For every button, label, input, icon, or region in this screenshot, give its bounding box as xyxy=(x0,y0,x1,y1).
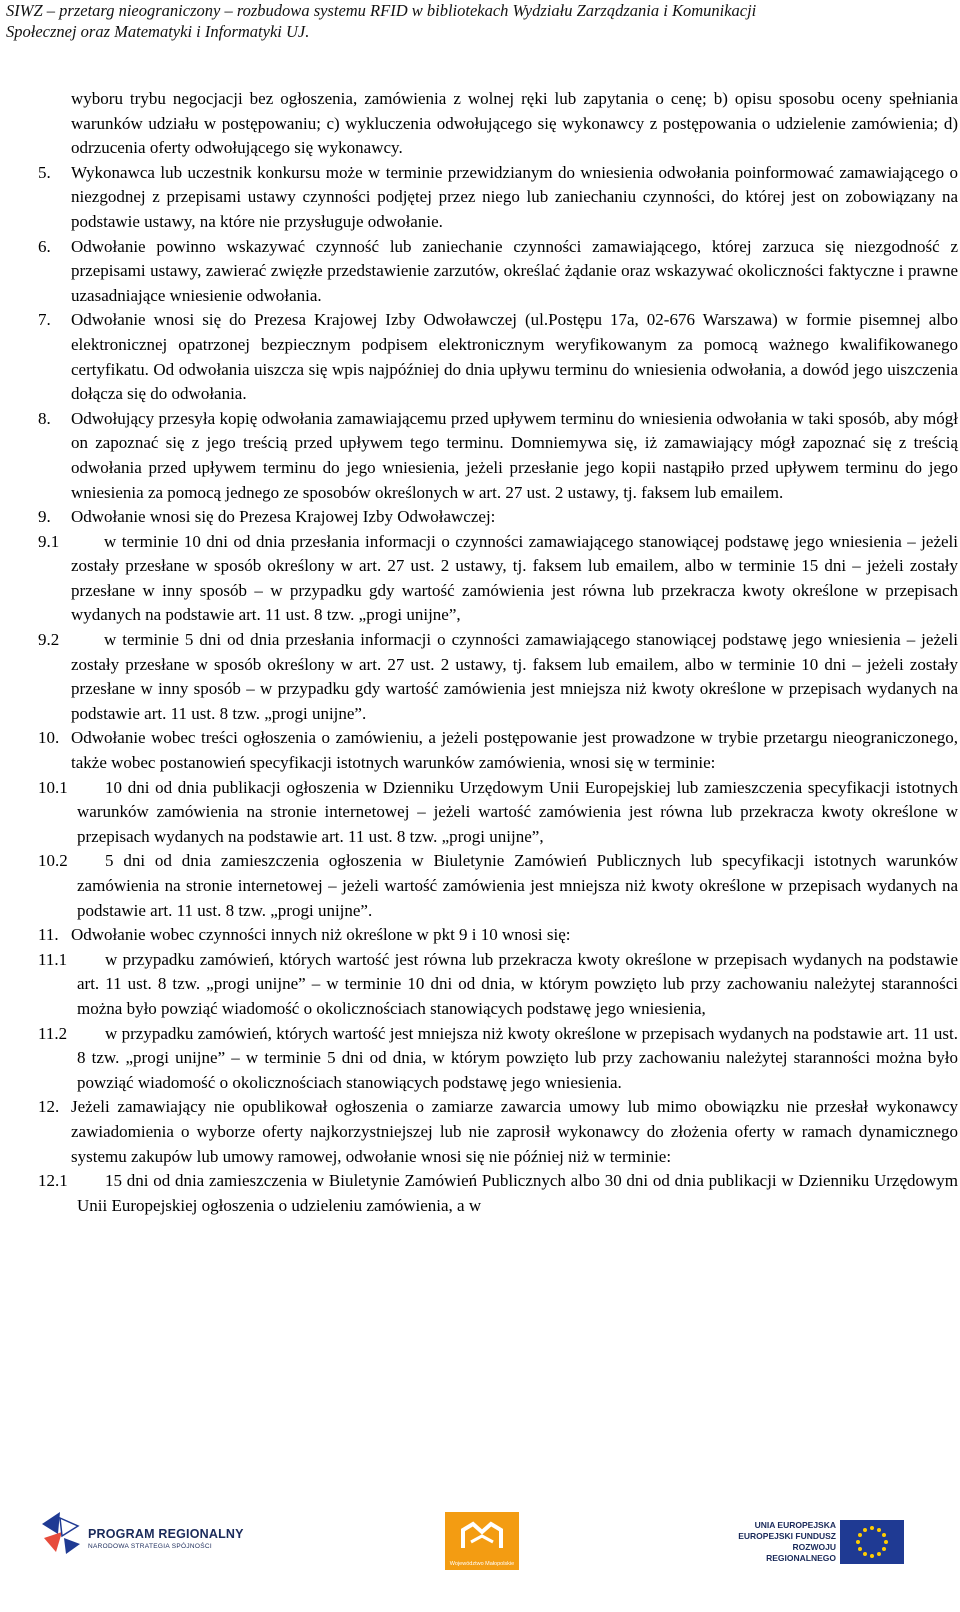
sub-item-text: w terminie 5 dni od dnia przesłania informacji o czynności zamawiającego stanowiącej podstawę jego wniesienia – jeżeli zostały przesłane w sposób określony w art. 27 ust. 2 ustawy, tj. faksem lub emailem, albo w terminie 10 dni – jeżeli zostały przesłane w inny sposób – w przypadku gdy wartość zamówienia jest mniejsza niż kwoty określone w przepisach wydanych na podstawie art. 11 ust. 8 tzw. „progi unijne”. xyxy=(71,630,958,723)
list-item-8 xyxy=(38,407,958,505)
sub-item-number: 10.2 xyxy=(38,851,68,871)
item-text: Odwołanie powinno wskazywać czynność lub zaniechanie czynności zamawiającego, której zarzuca się niezgodność z przepisami ustawy, zawierać zwięzłe przedstawienie zarzutów, określać żądanie oraz wskazywać okoliczności faktyczne i prawne uzasadniające wniesienie odwołania. xyxy=(71,236,958,305)
document-body xyxy=(38,87,958,1218)
program-regionalny-logo-icon xyxy=(40,1508,84,1558)
item-number: 6. xyxy=(38,236,51,256)
list-item-10 xyxy=(38,726,958,775)
item-text: Jeżeli zamawiający nie opublikował ogłoszenia o zamiarze zawarcia umowy lub mimo obowiązku nie przesłał wykonawcy zawiadomienia o wyborze oferty najkorzystniejszej lub nie zaprosił wykonawcy do złożenia oferty w ramach dynamicznego systemu zakupów lub umowy ramowej, odwołanie wnosi się nie później niż w terminie: xyxy=(71,1097,958,1166)
item-number: 9. xyxy=(38,507,51,527)
list-item-11 xyxy=(38,923,958,948)
sub-item-12-1 xyxy=(38,1169,958,1218)
list-item-12 xyxy=(38,1095,958,1169)
item-text: Wykonawca lub uczestnik konkursu może w terminie przewidzianym do wniesienia odwołania poinformować zamawiającego o niezgodnej z przepisami ustawy czynności podjętej przez niego lub zaniechaniu czynności, do której jest on zobowiązany na podstawie ustawy, na które nie przysługuje odwołanie. xyxy=(71,162,958,231)
list-item-7 xyxy=(38,308,958,406)
program-regionalny-title: PROGRAM REGIONALNY xyxy=(88,1527,244,1541)
item-number: 11. xyxy=(38,925,59,945)
intro-paragraph: wyboru trybu negocjacji bez ogłoszenia, zamówienia z wolnej ręki lub zapytania o cenę; b) opisu sposobu oceny spełniania warunków udziału w postępowaniu; c) wykluczenia odwołującego się wykonawcy z postępowania o udzielenie zamówienia; d) odrzucenia oferty odwołującego się wykonawcy. xyxy=(71,89,958,158)
header-line-2: Społecznej oraz Matematyki i Informatyki UJ. xyxy=(6,22,310,41)
eu-line-3: ROZWOJU REGIONALNEGO xyxy=(766,1542,836,1563)
sub-item-text: 15 dni od dnia zamieszczenia w Biuletynie Zamówień Publicznych albo 30 dni od dnia publikacji w Dzienniku Urzędowym Unii Europejskiej ogłoszenia o udzieleniu zamówienia, a w xyxy=(77,1171,958,1215)
item-text: Odwołanie wnosi się do Prezesa Krajowej Izby Odwoławczej (ul.Postępu 17a, 02-676 Warszawa) w formie pisemnej albo elektronicznej opatrzonej bezpiecznym podpisem elektronicznym weryfikowanym za pomocą ważnego kwalifikowanego certyfikatu. Od odwołania uiszcza się wpis najpóźniej do dnia upływu terminu do wniesienia odwołania, a dowód jego uiszczenia dołącza się do odwołania. xyxy=(71,310,958,404)
sub-item-number: 9.2 xyxy=(38,630,60,650)
sub-item-text: w przypadku zamówień, których wartość jest mniejsza niż kwoty określone w przepisach wydanych na podstawie art. 11 ust. 8 tzw. „progi unijne” – w terminie 5 dni od dnia, w którym powzięto lub przy zachowaniu należytej staranności można było powziąć wiadomość o okolicznościach stanowiących podstawę jego wniesienia. xyxy=(77,1023,958,1092)
item-text: Odwołanie wnosi się do Prezesa Krajowej Izby Odwoławczej: xyxy=(71,507,496,527)
list-item-5 xyxy=(38,161,958,235)
item-text: Odwołanie wobec treści ogłoszenia o zamówieniu, a jeżeli postępowanie jest prowadzone w trybie przetargu nieograniczonego, także wobec postanowień specyfikacji istotnych warunków zamówienia, wnosi się w terminie: xyxy=(71,728,958,773)
sub-item-number: 10.1 xyxy=(38,777,68,797)
item-text: Odwołanie wobec czynności innych niż określone w pkt 9 i 10 wnosi się: xyxy=(71,925,571,945)
page-footer xyxy=(0,1492,960,1612)
sub-item-10-1 xyxy=(38,776,958,850)
eu-line-1: UNIA EUROPEJSKA xyxy=(754,1520,836,1530)
sub-item-text: 5 dni od dnia zamieszczenia ogłoszenia w Biuletynie Zamówień Publicznych lub specyfikacji istotnych warunków zamówienia na stronie internetowej – jeżeli wartość zamówienia jest mniejsza niż kwoty określone w przepisach wydanych na podstawie art. 11 ust. 8 tzw. „progi unijne”. xyxy=(77,851,958,920)
item-number: 5. xyxy=(38,162,51,182)
item-number: 7. xyxy=(38,310,51,330)
document-header xyxy=(6,0,954,42)
sub-item-number: 11.1 xyxy=(38,949,68,969)
eu-text-block xyxy=(726,1520,836,1564)
sub-item-number: 12.1 xyxy=(38,1171,68,1191)
sub-item-text: w przypadku zamówień, których wartość jest równa lub przekracza kwoty określone w przepisach wydanych na podstawie art. 11 ust. 8 tzw. „progi unijne” – w terminie 10 dni od dnia, w którym powzięto lub przy zachowaniu należytej staranności można było powziąć wiadomość o okolicznościach stanowiących podstawę jego wniesienia, xyxy=(77,949,958,1018)
malopolska-label: Województwo Małopolskie xyxy=(449,1561,515,1567)
header-line-1: SIWZ – przetarg nieograniczony – rozbudowa systemu RFID w bibliotekach Wydziału Zarządzania i Komunikacji xyxy=(6,1,757,20)
sub-item-11-1 xyxy=(38,948,958,1022)
sub-item-text: 10 dni od dnia publikacji ogłoszenia w Dzienniku Urzędowym Unii Europejskiej lub zamieszczenia specyfikacji istotnych warunków zamówienia na stronie internetowej – jeżeli wartość zamówienia jest równa lub przekracza kwoty określone w przepisach wydanych na podstawie art. 11 ust. 8 tzw. „progi unijne”, xyxy=(77,777,958,846)
program-regionalny-logo xyxy=(40,1504,260,1562)
item-text: Odwołujący przesyła kopię odwołania zamawiającemu przed upływem terminu do wniesienia odwołania w taki sposób, aby mógł on zapoznać się z jego treścią przed upływem tego terminu. Domniemywa się, iż zamawiający mógł zapoznać się z treścią odwołania przed upływem terminu do jego wniesienia, jeżeli przesłanie jego kopii nastąpiło przed upływem terminu do jego wniesienia za pomocą jednego ze sposobów określonych w art. 27 ust. 2 ustawy, tj. faksem lub emailem. xyxy=(71,408,958,502)
item-number: 10. xyxy=(38,728,60,748)
sub-item-text: w terminie 10 dni od dnia przesłania informacji o czynności zamawiającego stanowiącej podstawę jego wniesienia – jeżeli zostały przesłane w sposób określony w art. 27 ust. 2 ustawy, tj. faksem lub emailem, albo w terminie 15 dni – jeżeli zostały przesłane w inny sposób – w przypadku gdy wartość zamówienia jest równa lub przekracza kwoty określone w przepisach wydanych na podstawie art. 11 ust. 8 tzw. „progi unijne”, xyxy=(71,531,958,625)
malopolska-logo xyxy=(445,1512,519,1570)
list-item-9 xyxy=(38,505,958,530)
sub-item-10-2 xyxy=(38,849,958,923)
item-number: 8. xyxy=(38,408,51,428)
list-item-6 xyxy=(38,235,958,309)
sub-item-9-2 xyxy=(38,628,958,726)
sub-item-11-2 xyxy=(38,1022,958,1096)
eu-logo xyxy=(726,1520,906,1568)
item-number: 12. xyxy=(38,1097,60,1117)
sub-item-number: 11.2 xyxy=(38,1023,68,1043)
sub-item-number: 9.1 xyxy=(38,531,60,551)
eu-line-2: EUROPEJSKI FUNDUSZ xyxy=(738,1531,836,1541)
program-regionalny-subtitle: NARODOWA STRATEGIA SPÓJNOŚCI xyxy=(88,1543,212,1550)
eu-flag-icon xyxy=(840,1520,904,1564)
sub-item-9-1 xyxy=(38,530,958,628)
